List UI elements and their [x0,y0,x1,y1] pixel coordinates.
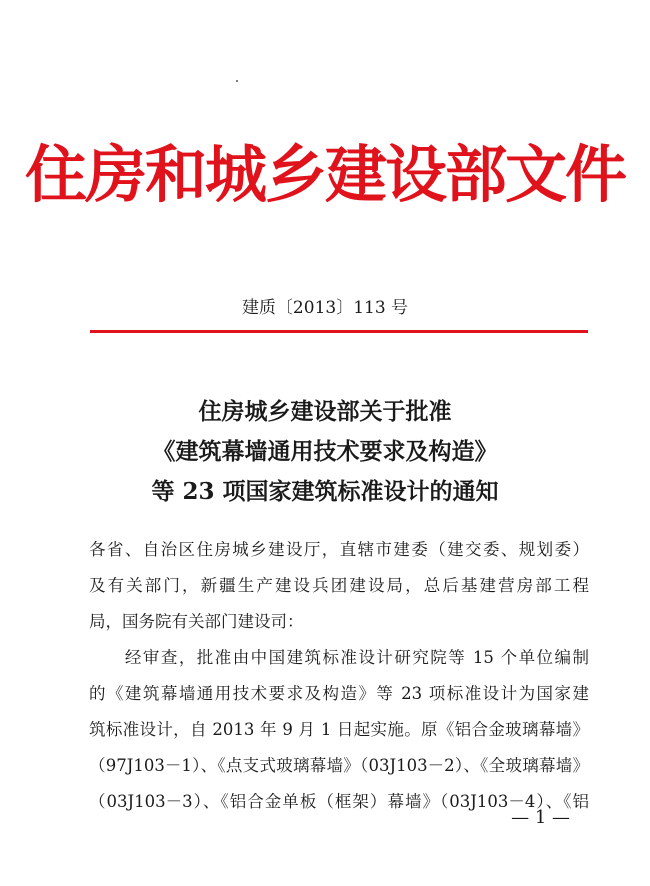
document-title [0,392,650,512]
body-line: （03J103－3）、《铝合金单板（框架）幕墙》（03J103－4）、《铝 [89,792,589,811]
title-line-1: 住房城乡建设部关于批准 [198,398,452,425]
red-divider-line [90,330,588,333]
page-number: — 1 — [511,807,570,828]
document-masthead: 住房和城乡建设部文件 [24,138,625,211]
document-body [89,532,589,820]
body-line: （97J103－1）、《点支式玻璃幕墙》（03J103－2）、《全玻璃幕墙》 [89,756,589,775]
scan-speck [236,80,238,82]
body-line: 筑标准设计，自 2013 年 9 月 1 日起实施。原《铝合金玻璃幕墙》 [89,720,589,739]
body-line: 的《建筑幕墙通用技术要求及构造》等 23 项标准设计为国家建 [89,684,589,703]
body-line: 局，国务院有关部门建设司： [89,612,304,631]
body-line: 各省、自治区住房城乡建设厅，直辖市建委（建交委、规划委） [89,540,589,559]
body-line: 及有关部门，新疆生产建设兵团建设局，总后基建营房部工程 [89,576,589,595]
title-line-3: 等 23 项国家建筑标准设计的通知 [151,478,499,505]
title-line-2: 《建筑幕墙通用技术要求及构造》 [152,438,498,465]
document-number: 建质〔2013〕113 号 [241,298,409,318]
body-line: 经审查，批准由中国建筑标准设计研究院等 15 个单位编制 [89,648,589,667]
